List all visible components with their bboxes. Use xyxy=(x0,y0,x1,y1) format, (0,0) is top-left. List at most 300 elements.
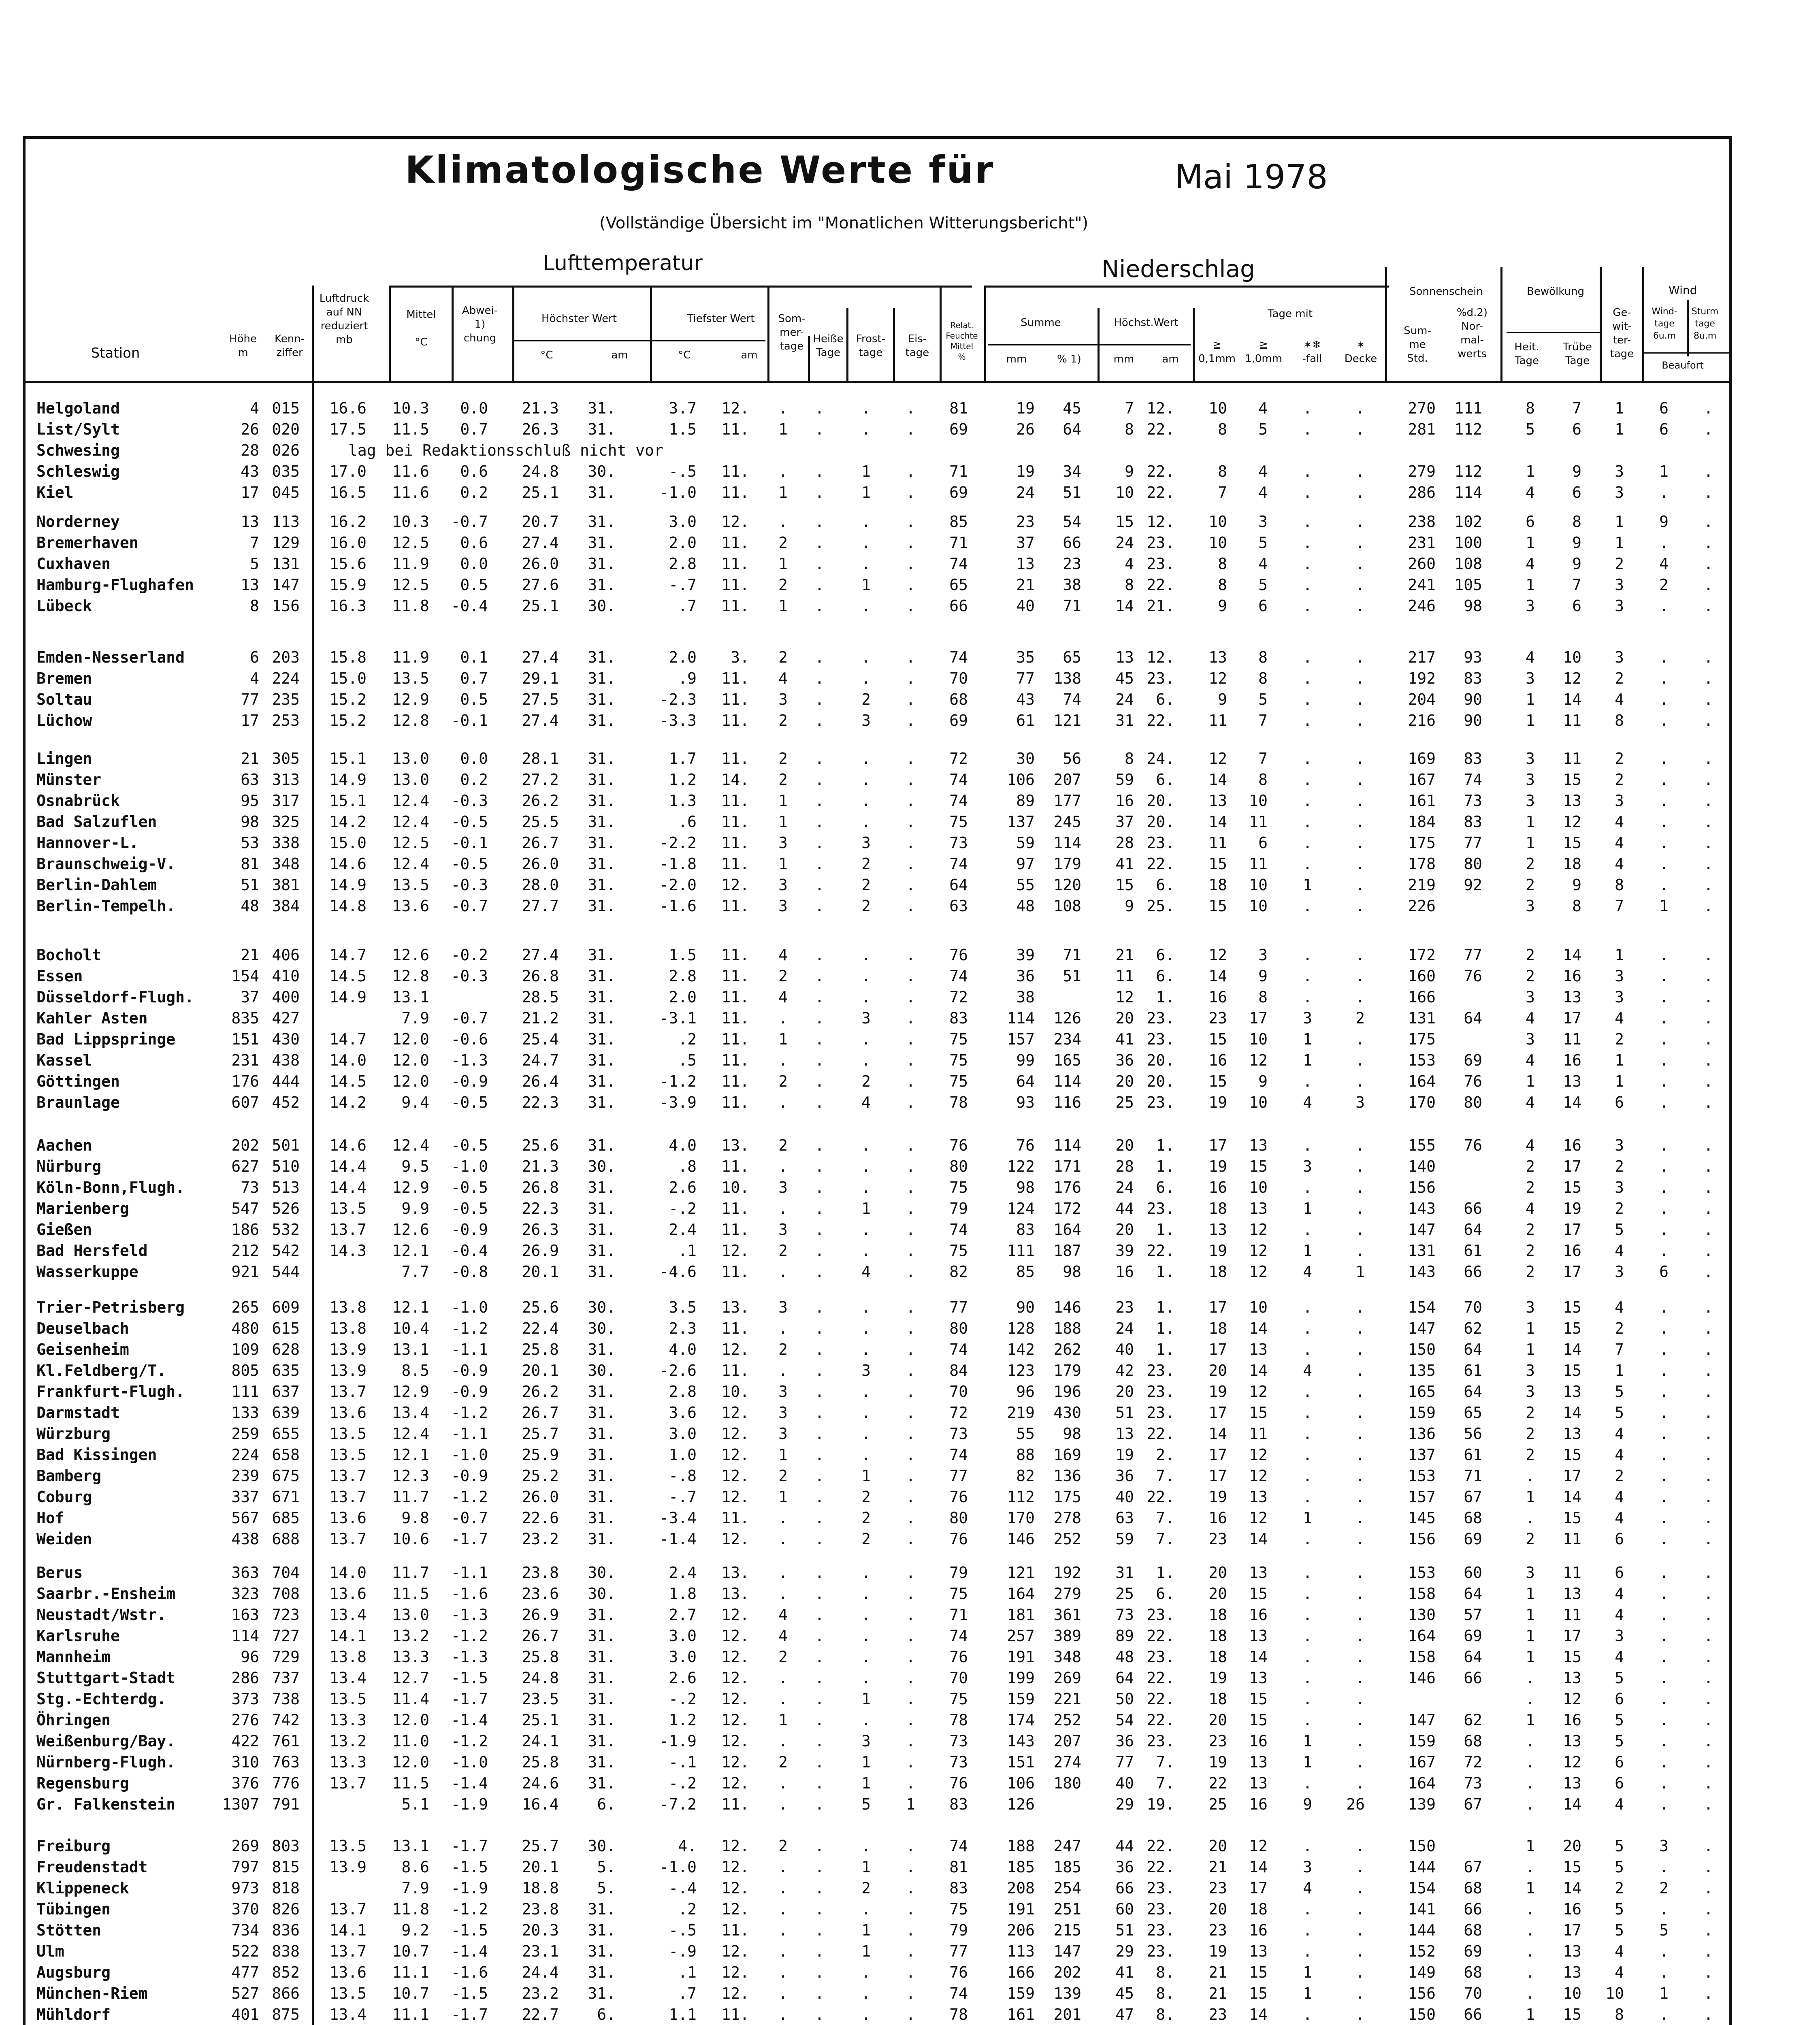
cell-value: 26.0 xyxy=(522,1488,559,1506)
cell-value: 70 xyxy=(949,1669,968,1687)
cell-value: . xyxy=(1355,1030,1365,1048)
table-row xyxy=(0,1340,1820,1359)
cell-value: 30. xyxy=(588,1157,616,1175)
cell-value: 3 xyxy=(1615,988,1624,1006)
cell-value: 526 xyxy=(272,1200,300,1217)
cell-value: 137 xyxy=(1007,813,1035,831)
cell-value: 13.5 xyxy=(392,669,429,687)
cell-value: 25.5 xyxy=(522,813,559,831)
cell-value: 14.5 xyxy=(329,1072,367,1090)
cell-value: 259 xyxy=(231,1425,259,1443)
table-row xyxy=(0,420,1820,439)
cell-value: 28.5 xyxy=(522,988,559,1006)
cell-value: . xyxy=(778,1051,788,1069)
table-row xyxy=(0,690,1820,709)
cell-value: 147 xyxy=(1408,1711,1436,1729)
cell-value: 66 xyxy=(1464,2006,1482,2023)
header-tiefster-c: °C xyxy=(678,349,691,361)
cell-value: 17 xyxy=(1563,1921,1581,1939)
cell-value: -0.7 xyxy=(451,1509,488,1527)
cell-value: 25.1 xyxy=(522,1711,559,1729)
cell-value: 15.6 xyxy=(329,555,367,573)
cell-value: 116 xyxy=(1053,1094,1081,1111)
cell-value: 12 xyxy=(1208,946,1227,964)
cell-value: 99 xyxy=(1016,1051,1035,1069)
cell-value: . xyxy=(906,946,915,964)
cell-value: 262 xyxy=(1053,1341,1081,1358)
page-title: Klimatologische Werte für xyxy=(405,148,995,192)
cell-value: 0.6 xyxy=(460,463,488,480)
cell-value: 157 xyxy=(1007,1030,1035,1048)
cell-value: 61 xyxy=(1464,1362,1482,1379)
cell-value: -2.3 xyxy=(659,691,697,708)
cell-value: -0.7 xyxy=(451,513,488,531)
cell-value: 276 xyxy=(231,1711,259,1729)
cell-value: 805 xyxy=(231,1362,259,1379)
cell-value: 477 xyxy=(231,1963,259,1981)
cell-value: . xyxy=(1303,669,1312,687)
cell-value: 187 xyxy=(1053,1242,1081,1260)
cell-value: 3 xyxy=(778,691,788,708)
cell-value: 151 xyxy=(1007,1753,1035,1771)
cell-value: 5 xyxy=(1258,691,1268,708)
cell-value: 5 xyxy=(1615,1858,1624,1876)
station-name: Schleswig xyxy=(36,463,120,480)
cell-value: . xyxy=(1355,534,1365,552)
cell-value: . xyxy=(1704,1200,1713,1217)
cell-value: 8 xyxy=(1258,669,1268,687)
cell-value: -1.1 xyxy=(451,1564,488,1582)
cell-value: . xyxy=(1303,463,1312,480)
cell-value: . xyxy=(861,1136,871,1154)
header-truebe-tage: Trübe Tage xyxy=(1563,341,1592,367)
cell-value: 13.3 xyxy=(329,1753,367,1771)
cell-value: 11. xyxy=(721,792,749,810)
cell-value: 81 xyxy=(241,855,259,873)
table-row xyxy=(0,1136,1820,1155)
cell-value: 82 xyxy=(1016,1467,1035,1485)
table-row xyxy=(0,1445,1820,1464)
cell-value: 77 xyxy=(949,1467,968,1485)
cell-value: 31. xyxy=(588,1488,616,1506)
cell-value: 13.1 xyxy=(392,1341,429,1358)
cell-value: 77 xyxy=(1464,946,1482,964)
cell-value: .2 xyxy=(678,1030,697,1048)
cell-value: 13.5 xyxy=(392,876,429,894)
cell-value: . xyxy=(906,1383,915,1400)
cell-value: 1. xyxy=(1156,1136,1174,1154)
cell-value: . xyxy=(815,513,824,531)
cell-value: 13 xyxy=(1249,1136,1268,1154)
cell-value: . xyxy=(1303,771,1312,789)
cell-value: -1.1 xyxy=(451,1341,488,1358)
cell-value: 34 xyxy=(1063,463,1081,480)
cell-value: 79 xyxy=(949,1200,968,1217)
cell-value: 20. xyxy=(1147,1051,1174,1069)
cell-value: 80 xyxy=(949,1319,968,1337)
cell-value: 325 xyxy=(272,813,300,831)
cell-value: 1 xyxy=(861,1858,871,1876)
cell-value: . xyxy=(906,1136,915,1154)
cell-value: 13.4 xyxy=(329,1606,367,1624)
cell-value: 254 xyxy=(1053,1879,1081,1897)
cell-value: .7 xyxy=(678,1985,697,2002)
cell-value: 3 xyxy=(861,1009,871,1027)
cell-value: 1 xyxy=(861,1774,871,1792)
cell-value: 72 xyxy=(949,1404,968,1422)
cell-value: 921 xyxy=(231,1263,259,1281)
cell-value: 2 xyxy=(1615,1879,1624,1897)
cell-value: 75 xyxy=(949,1179,968,1196)
cell-value: . xyxy=(861,1319,871,1337)
cell-value: . xyxy=(1659,1341,1669,1358)
cell-value: . xyxy=(815,1774,824,1792)
cell-value: 93 xyxy=(1016,1094,1035,1111)
cell-value: 114 xyxy=(1454,484,1482,501)
cell-value: . xyxy=(1303,1467,1312,1485)
cell-value: 9.5 xyxy=(401,1157,429,1175)
cell-value: 21 xyxy=(241,750,259,767)
cell-value: 14 xyxy=(1115,597,1134,615)
cell-value: 12. xyxy=(721,1985,749,2002)
cell-value: 688 xyxy=(272,1530,300,1548)
cell-value: 6 xyxy=(1572,597,1581,615)
cell-value: 4 xyxy=(1615,813,1624,831)
cell-value: 2 xyxy=(778,1753,788,1771)
cell-value: . xyxy=(778,1362,788,1379)
cell-value: . xyxy=(1526,1732,1535,1750)
cell-value: . xyxy=(906,648,915,666)
cell-value: 13 xyxy=(1115,1425,1134,1443)
cell-value: 31. xyxy=(588,1753,616,1771)
cell-value: 22. xyxy=(1147,576,1174,594)
cell-value: . xyxy=(1659,988,1669,1006)
cell-value: . xyxy=(1659,771,1669,789)
cell-value: 13.7 xyxy=(329,1383,367,1400)
cell-value: 159 xyxy=(1007,1985,1035,2002)
cell-value: 36 xyxy=(1115,1858,1134,1876)
cell-value: 281 xyxy=(1408,420,1436,438)
cell-value: 12.4 xyxy=(392,792,429,810)
cell-value: 25.6 xyxy=(522,1298,559,1316)
cell-value: 13 xyxy=(1249,1341,1268,1358)
cell-value: 2 xyxy=(861,1530,871,1548)
cell-value: . xyxy=(906,513,915,531)
cell-value: 11. xyxy=(721,576,749,594)
cell-value: . xyxy=(815,1030,824,1048)
header-gewittertage: Ge- wit- ter- tage xyxy=(1610,307,1634,360)
cell-value: 24.4 xyxy=(522,1963,559,1981)
cell-value: 11.7 xyxy=(392,1564,429,1582)
cell-value: 27.4 xyxy=(522,534,559,552)
cell-value: . xyxy=(861,1157,871,1175)
cell-value: . xyxy=(906,1319,915,1337)
cell-value: 19 xyxy=(1208,1242,1227,1260)
cell-value: 247 xyxy=(1053,1837,1081,1855)
cell-value: 1.5 xyxy=(669,420,697,438)
cell-value: . xyxy=(1526,1467,1535,1485)
cell-value: 361 xyxy=(1053,1606,1081,1624)
cell-value: -0.6 xyxy=(451,1030,488,1048)
cell-value: 60 xyxy=(1115,1900,1134,1918)
cell-value: 62 xyxy=(1464,1319,1482,1337)
cell-value: 167 xyxy=(1408,771,1436,789)
cell-value: 452 xyxy=(272,1094,300,1111)
cell-value: 16 xyxy=(1208,1051,1227,1069)
cell-value: 438 xyxy=(231,1530,259,1548)
cell-value: 27.4 xyxy=(522,946,559,964)
cell-value: -4.6 xyxy=(659,1263,697,1281)
cell-value: 11 xyxy=(1208,834,1227,852)
cell-value: 5 xyxy=(1615,1404,1624,1422)
cell-value: . xyxy=(861,1179,871,1196)
cell-value: 22. xyxy=(1147,1858,1174,1876)
cell-value: 20 xyxy=(1115,1072,1134,1090)
cell-value: . xyxy=(1355,967,1365,985)
cell-value: . xyxy=(1659,1319,1669,1337)
cell-value: 1 xyxy=(861,1942,871,1960)
cell-value: 31. xyxy=(588,771,616,789)
cell-value: 24 xyxy=(1016,484,1035,501)
cell-value: 21 xyxy=(1208,1985,1227,2002)
cell-value: 3 xyxy=(1355,1094,1365,1111)
cell-value: 85 xyxy=(949,513,968,531)
cell-value: 17 xyxy=(1208,1404,1227,1422)
cell-value: . xyxy=(1303,1606,1312,1624)
cell-value: . xyxy=(1355,576,1365,594)
cell-value: -1.0 xyxy=(659,484,697,501)
cell-value: 11 xyxy=(1249,813,1268,831)
cell-value: 165 xyxy=(1408,1383,1436,1400)
cell-value: . xyxy=(1355,1963,1365,1981)
cell-value: 4 xyxy=(1526,1051,1535,1069)
cell-value: . xyxy=(815,463,824,480)
cell-value: 532 xyxy=(272,1221,300,1238)
cell-value: . xyxy=(1704,1711,1713,1729)
cell-value: 16 xyxy=(1115,792,1134,810)
cell-value: 217 xyxy=(1408,648,1436,666)
cell-value: . xyxy=(1303,1319,1312,1337)
cell-value: . xyxy=(1659,1963,1669,1981)
header-beaufort: Beaufort xyxy=(1662,360,1704,371)
cell-value: 22. xyxy=(1147,855,1174,873)
cell-value: 121 xyxy=(1007,1564,1035,1582)
cell-value: 737 xyxy=(272,1669,300,1687)
cell-value: 27.7 xyxy=(522,897,559,915)
cell-value: 5 xyxy=(1615,1221,1624,1238)
cell-value: 21.3 xyxy=(522,1157,559,1175)
cell-value: 3 xyxy=(778,834,788,852)
cell-value: . xyxy=(1303,555,1312,573)
cell-value: 3 xyxy=(1615,1627,1624,1645)
cell-value: . xyxy=(1303,967,1312,985)
cell-value: 191 xyxy=(1007,1900,1035,1918)
cell-value: . xyxy=(1355,513,1365,531)
cell-value: -0.3 xyxy=(451,876,488,894)
cell-value: 2 xyxy=(1526,876,1535,894)
cell-value: 4 xyxy=(778,1627,788,1645)
cell-value: 21 xyxy=(241,946,259,964)
cell-value: 1 xyxy=(1659,463,1669,480)
cell-value: 150 xyxy=(1408,1837,1436,1855)
cell-value: 1.1 xyxy=(669,2006,697,2023)
cell-value: 196 xyxy=(1053,1383,1081,1400)
cell-value: -0.5 xyxy=(451,1200,488,1217)
header-eistage: Eis- tage xyxy=(905,333,929,359)
cell-value: 4 xyxy=(1615,1606,1624,1624)
cell-value: 1 xyxy=(1526,834,1535,852)
header-tage-01mm: ≧ 0,1mm xyxy=(1198,339,1236,365)
cell-value: 370 xyxy=(231,1900,259,1918)
station-name: Schwesing xyxy=(36,441,120,459)
cell-value: 2 xyxy=(1615,750,1624,767)
cell-value: 203 xyxy=(272,648,300,666)
cell-value: 164 xyxy=(1408,1627,1436,1645)
cell-value: 29 xyxy=(1115,1942,1134,1960)
cell-value: 253 xyxy=(272,712,300,729)
cell-value: 6 xyxy=(1572,420,1581,438)
cell-value: -0.5 xyxy=(451,1094,488,1111)
cell-value: 23. xyxy=(1147,1648,1174,1666)
header-sturmtage: Sturm tage 8u.m xyxy=(1691,307,1719,341)
cell-value: 22 xyxy=(1208,1774,1227,1792)
cell-value: 142 xyxy=(1007,1341,1035,1358)
cell-value: 14.0 xyxy=(329,1564,367,1582)
cell-value: 2 xyxy=(1526,855,1535,873)
cell-value: . xyxy=(1704,855,1713,873)
cell-value: . xyxy=(1704,399,1713,417)
cell-value: 89 xyxy=(1115,1627,1134,1645)
cell-value: 13.9 xyxy=(329,1341,367,1358)
cell-value: 13.0 xyxy=(392,771,429,789)
cell-value: 2 xyxy=(778,1837,788,1855)
cell-value: 15 xyxy=(1563,1179,1581,1196)
cell-value: . xyxy=(906,1837,915,1855)
cell-value: -0.5 xyxy=(451,855,488,873)
cell-value: 31. xyxy=(588,1942,616,1960)
cell-value: . xyxy=(1704,1774,1713,1792)
cell-value: 12. xyxy=(721,1690,749,1708)
table-row xyxy=(0,1530,1820,1548)
cell-value: 5 xyxy=(1258,576,1268,594)
header-windtage: Wind- tage 6u.m xyxy=(1652,307,1677,341)
cell-value: 74 xyxy=(1063,691,1081,708)
header-station: Station xyxy=(91,345,140,361)
cell-value: 5 xyxy=(1258,420,1268,438)
cell-value: 114 xyxy=(1053,1136,1081,1154)
cell-value: . xyxy=(1659,813,1669,831)
cell-value: 10 xyxy=(1208,513,1227,531)
cell-value: 5 xyxy=(1615,1669,1624,1687)
cell-value: 12.0 xyxy=(392,1072,429,1090)
cell-value: 8 xyxy=(1125,750,1134,767)
cell-value: . xyxy=(1659,1136,1669,1154)
cell-value: 51 xyxy=(1115,1404,1134,1422)
cell-value: 231 xyxy=(1408,534,1436,552)
cell-value: 1. xyxy=(1156,1298,1174,1316)
cell-value: 2 xyxy=(778,534,788,552)
cell-value: 30. xyxy=(588,1837,616,1855)
cell-value: 137 xyxy=(1408,1446,1436,1464)
cell-value: . xyxy=(1303,1585,1312,1603)
cell-value: 31. xyxy=(588,1900,616,1918)
cell-value: . xyxy=(1303,792,1312,810)
cell-value: 18 xyxy=(1208,1690,1227,1708)
cell-value: . xyxy=(861,1837,871,1855)
cell-value: . xyxy=(1303,1404,1312,1422)
cell-value: 22.4 xyxy=(522,1319,559,1337)
sep-wind xyxy=(1642,267,1644,381)
cell-value: . xyxy=(1303,988,1312,1006)
cell-value: 45 xyxy=(1115,1985,1134,2002)
cell-value: 139 xyxy=(1408,1795,1436,1813)
cell-value: -0.9 xyxy=(451,1467,488,1485)
cell-value: . xyxy=(1704,1690,1713,1708)
cell-value: 2.7 xyxy=(669,1606,697,1624)
cell-value: . xyxy=(815,576,824,594)
cell-value: . xyxy=(778,1263,788,1281)
cell-value: 245 xyxy=(1053,813,1081,831)
cell-value: 3 xyxy=(1659,1837,1669,1855)
group-wind: Wind xyxy=(1669,284,1697,297)
cell-value: . xyxy=(1355,771,1365,789)
cell-value: . xyxy=(1303,648,1312,666)
cell-value: 6. xyxy=(1156,1179,1174,1196)
cell-value: . xyxy=(815,555,824,573)
cell-value: 12 xyxy=(1563,669,1581,687)
cell-value: . xyxy=(815,1564,824,1582)
cell-value: 11. xyxy=(721,1263,749,1281)
cell-value: -.5 xyxy=(669,1921,697,1939)
cell-value: 15 xyxy=(1563,1446,1581,1464)
cell-value: . xyxy=(815,1648,824,1666)
cell-value: . xyxy=(906,1530,915,1548)
cell-value: 12.0 xyxy=(392,1711,429,1729)
sep-hoechstwert xyxy=(1098,308,1100,381)
cell-value: . xyxy=(815,855,824,873)
cell-value: 31. xyxy=(588,712,616,729)
cell-value: . xyxy=(1704,1446,1713,1464)
cell-value: 0.0 xyxy=(460,555,488,573)
cell-value: . xyxy=(1704,576,1713,594)
cell-value: 1 xyxy=(1615,1362,1624,1379)
cell-value: . xyxy=(1355,1136,1365,1154)
cell-value: . xyxy=(778,1732,788,1750)
cell-value: . xyxy=(1659,967,1669,985)
cell-value: 14 xyxy=(1208,967,1227,985)
cell-value: 797 xyxy=(231,1858,259,1876)
cell-value: 20.3 xyxy=(522,1921,559,1939)
sep-gewitter xyxy=(1600,267,1602,381)
station-name: Berlin-Dahlem xyxy=(36,876,157,894)
cell-value: 4 xyxy=(1615,855,1624,873)
cell-value: 67 xyxy=(1464,1795,1482,1813)
cell-value: 112 xyxy=(1454,463,1482,480)
cell-value: 31. xyxy=(588,1467,616,1485)
cell-value: . xyxy=(1303,1179,1312,1196)
cell-value: 69 xyxy=(949,712,968,729)
cell-value: 12.0 xyxy=(392,1030,429,1048)
cell-value: . xyxy=(1704,1530,1713,1548)
cell-value: 1 xyxy=(1303,876,1312,894)
cell-value: 20 xyxy=(1563,1837,1581,1855)
cell-value: 17 xyxy=(1249,1879,1268,1897)
station-name: Hof xyxy=(36,1509,64,1527)
cell-value: 14.6 xyxy=(329,1136,367,1154)
cell-value: . xyxy=(906,1648,915,1666)
station-name: Essen xyxy=(36,967,83,985)
cell-value: 13.6 xyxy=(329,1404,367,1422)
